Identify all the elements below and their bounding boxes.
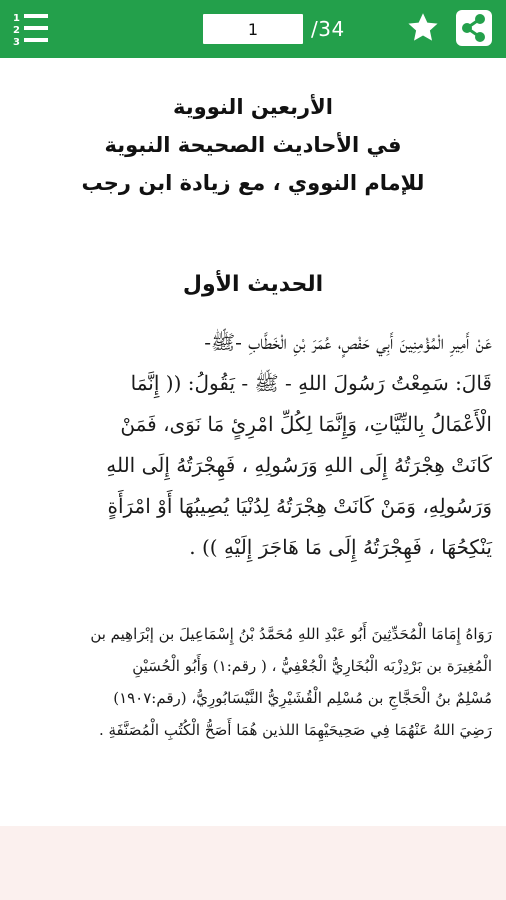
book-title: الأربعين النووية bbox=[173, 95, 333, 119]
top-toolbar bbox=[0, 0, 506, 58]
book-heading bbox=[0, 88, 506, 202]
book-page bbox=[0, 58, 506, 826]
hadith-title: الحديث الأول bbox=[182, 272, 324, 297]
narration-line: الْمُغِيرَة بن بَرْدِزْبَه الْبُخَارِيُّ الْجُعْفِيُّ ، ( رقم:١) وَأَبُو الْحُسَيْنِ bbox=[132, 657, 492, 675]
page-number-input[interactable] bbox=[203, 14, 303, 44]
page-navigator bbox=[203, 14, 345, 44]
narration-line: رَضِيَ اللهُ عَنْهُمَا فِي صَحِيحَيْهِمَا اللذين هُمَا أَصَحُّ الْكُتُبِ الْمُصَنَّفَةِ . bbox=[98, 721, 492, 739]
svg-text:2: 2 bbox=[13, 25, 20, 36]
hadith-line: قَالَ: سَمِعْتُ رَسُولَ اللهِ - ﷺ - يَقُولُ: (( إِنَّمَا bbox=[130, 371, 492, 395]
svg-text:1: 1 bbox=[13, 13, 20, 24]
hadith-line: عَنْ أَمِيرِ الْمُؤْمِنِينَ أَبِي حَفْصٍ، عُمَرَ بْنِ الْخَطَّابِ -ﷺ- bbox=[204, 330, 492, 354]
hadith-line: وَرَسُولِهِ، وَمَنْ كَانَتْ هِجْرَتُهُ لِدُنْيَا يُصِيبُهَا أَوْ امْرَأَةٍ bbox=[107, 494, 492, 518]
hadith-text bbox=[14, 322, 492, 568]
hadith-line: كَانَتْ هِجْرَتُهُ إِلَى اللهِ وَرَسُولِهِ ، فَهِجْرَتُهُ إِلَى اللهِ bbox=[106, 453, 492, 477]
page-total-label: /34 bbox=[311, 17, 345, 41]
svg-text:3: 3 bbox=[13, 37, 20, 48]
hadith-line: الْأَعْمَالُ بِالنِّيَّاتِ، وَإِنَّمَا لِكُلِّ امْرِئٍ مَا نَوَى، فَمَنْ bbox=[120, 412, 492, 436]
star-icon[interactable] bbox=[405, 10, 441, 46]
share-icon[interactable] bbox=[454, 8, 494, 48]
narration-text bbox=[14, 618, 492, 746]
book-author-line: للإمام النووي ، مع زيادة ابن رجب bbox=[81, 171, 425, 195]
menu-numbered-list-icon[interactable] bbox=[10, 8, 54, 50]
hadith-line: يَنْكِحُهَا ، فَهِجْرَتُهُ إِلَى مَا هَاجَرَ إِلَيْهِ )) . bbox=[189, 535, 492, 559]
narration-line: مُسْلِمٌ بنُ الْحَجَّاجِ بن مُسْلِم الْقُشَيْرِيُّ النَّيْسَابُورِيُّ، (رقم:١٩٠٧) bbox=[113, 689, 492, 707]
narration-line: رَوَاهُ إِمَامَا الْمُحَدِّثِينَ أَبُو عَبْدِ اللهِ مُحَمَّدُ بْنُ إِسْمَاعِيلَ بن إبْرَاهِيم بن bbox=[90, 625, 492, 643]
book-subtitle: في الأحاديث الصحيحة النبوية bbox=[104, 133, 402, 157]
